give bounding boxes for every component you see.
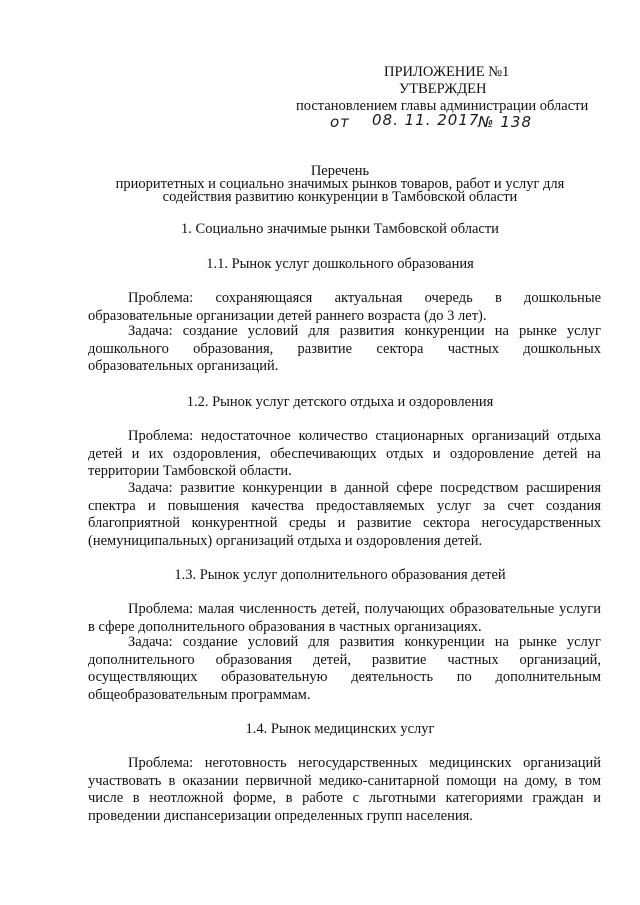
title-line-3: содействия развитию конкуренции в Тамбовской области bbox=[162, 189, 518, 205]
appendix-label: ПРИЛОЖЕНИЕ №1 bbox=[384, 64, 510, 80]
section-1-1-task: Задача: создание условий для развития конкуренции на рынке услуг дошкольного образования, развитие сектора частных дошкольных образовательных организаций. bbox=[88, 323, 601, 374]
section-1-heading: 1. Социально значимые рынки Тамбовской области bbox=[181, 221, 499, 237]
title-line-2: приоритетных и социально значимых рынков товаров, работ и услуг для bbox=[115, 176, 565, 192]
section-1-1-problem: Проблема: сохраняющаяся актуальная очередь в дошкольные образовательные организации детей раннего возраста (до 3 лет). bbox=[88, 290, 601, 324]
section-1-2-problem: Проблема: недостаточное количество стационарных организаций отдыха детей и их оздоровления, обеспечивающих отдых и оздоровление детей на территории Тамбовской области. bbox=[88, 428, 601, 479]
resolution-label: постановлением главы администрации области bbox=[296, 98, 589, 114]
section-1-1-heading: 1.1. Рынок услуг дошкольного образования bbox=[206, 256, 474, 272]
section-1-3-heading: 1.3. Рынок услуг дополнительного образования детей bbox=[174, 567, 506, 583]
section-1-3-problem: Проблема: малая численность детей, получающих образовательные услуги в сфере дополнительного образования в частных организациях. bbox=[88, 601, 601, 635]
handwritten-number: № 138 bbox=[478, 113, 532, 131]
section-1-2-heading: 1.2. Рынок услуг детского отдыха и оздоровления bbox=[186, 394, 494, 410]
section-1-4-heading: 1.4. Рынок медицинских услуг bbox=[245, 721, 435, 737]
handwritten-date: 08. 11. 2017 bbox=[372, 111, 480, 129]
title-line-1: Перечень bbox=[310, 163, 370, 179]
section-1-4-problem: Проблема: неготовность негосударственных медицинских организаций участвовать в оказании первичной медико-санитарной помощи на дому, в том числе в неотложной форме, в работе с льготными категориями граждан и проведении диспансеризации определенных групп населения. bbox=[88, 755, 601, 824]
approved-label: УТВЕРЖДЕН bbox=[399, 81, 487, 97]
section-1-2-task: Задача: развитие конкуренции в данной сфере посредством расширения спектра и повышения качества предоставляемых услуг за счет создания благоприятной конкурентной среды и развитие сектора негосударственных (немуниципальных) организаций отдыха и оздоровления детей. bbox=[88, 480, 601, 549]
handwritten-ot: от bbox=[330, 113, 350, 131]
section-1-3-task: Задача: создание условий для развития конкуренции на рынке услуг дополнительного образования детей, развитие частных организаций, осуществляющих образовательную деятельность по дополнительным общеобразовательным программам. bbox=[88, 634, 601, 703]
